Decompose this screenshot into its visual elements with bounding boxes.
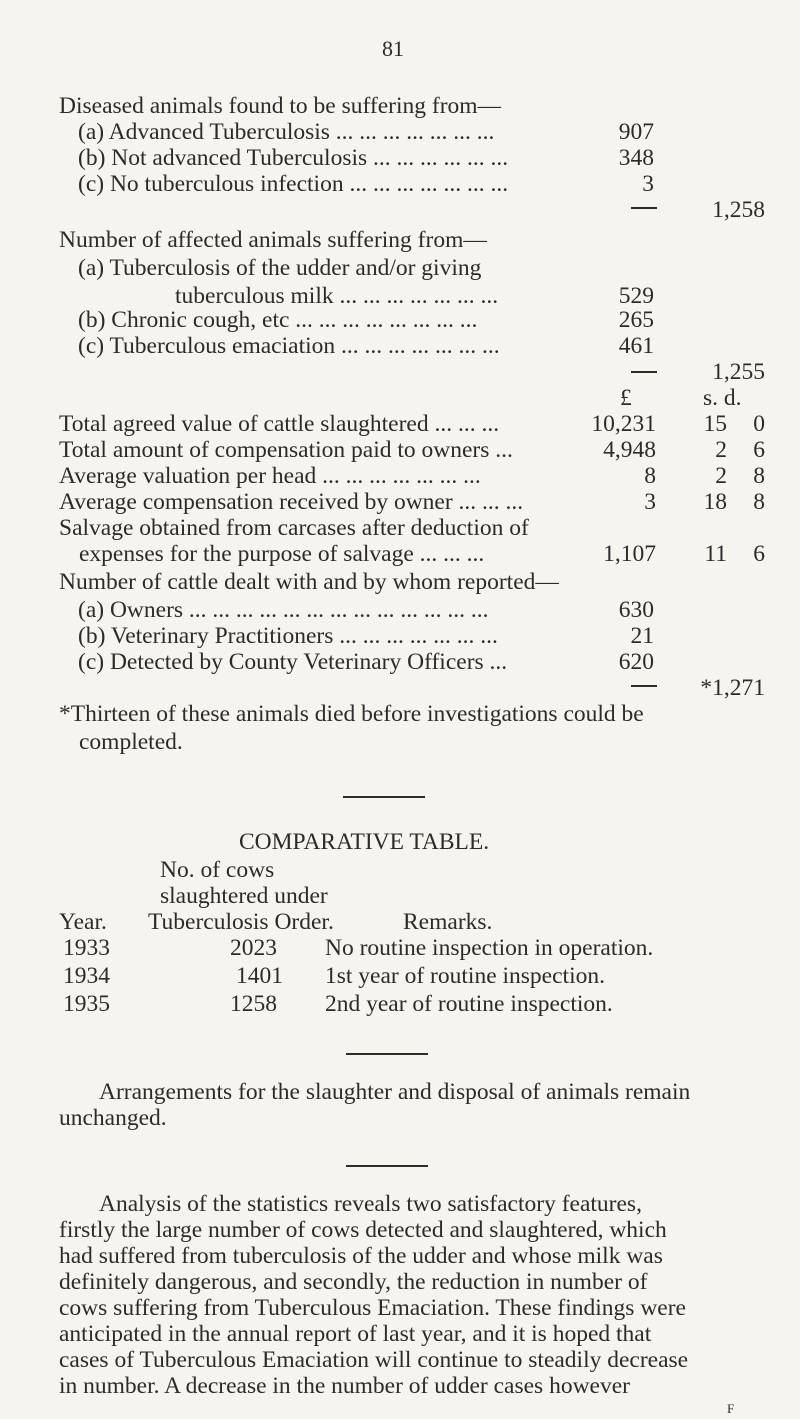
money-pounds: 4,948 [603,437,656,463]
reported-total: *1,271 [700,675,765,701]
table-row-remarks: 1st year of routine inspection. [325,963,605,989]
money-pence: 8 [753,489,765,515]
page-number: 81 [382,36,404,61]
table-row-cows: 1258 [230,991,277,1017]
analysis-line: Analysis of the statistics reveals two satisfactory features, [99,1191,642,1217]
analysis-line: cases of Tuberculous Emaciation will continue to steadily decrease [59,1347,689,1373]
table-row-remarks: 2nd year of routine inspection. [325,991,613,1017]
money-pence: 8 [753,463,765,489]
salvage-pounds: 1,107 [603,541,656,567]
reported-item-c: (c) Detected by County Veterinary Officers ... [78,649,508,675]
subtotal-dash [631,207,657,209]
table-row-cows: 2023 [230,935,277,961]
diseased-value-b: 348 [618,145,654,171]
section-divider [343,796,425,798]
section-divider [346,1165,428,1167]
money-row-label: Average valuation per head ... ... ... ... ... ... ... [59,463,481,489]
affected-value-a: 529 [618,283,654,309]
table-row-cows: 1401 [236,963,283,989]
pounds-header: £ [620,385,632,411]
salvage-line2: expenses for the purpose of salvage ... ... ... [79,541,485,567]
footnote-line1: *Thirteen of these animals died before investigations could be [59,701,644,727]
salvage-shillings: 11 [704,541,727,567]
reported-value-b: 21 [630,623,654,649]
comparative-title: COMPARATIVE TABLE. [239,829,490,855]
money-shillings: 2 [715,437,727,463]
diseased-total: 1,258 [712,197,765,223]
diseased-item-b: (b) Not advanced Tuberculosis ... ... ... ... ... ... [78,145,509,171]
money-row-label: Total amount of compensation paid to owners ... [59,437,513,463]
diseased-value-c: 3 [642,171,654,197]
money-pounds: 3 [644,489,656,515]
money-pounds: 8 [644,463,656,489]
table-row-year: 1933 [63,935,110,961]
analysis-line: firstly the large number of cows detected and slaughtered, which [59,1217,667,1243]
money-row-label: Average compensation received by owner ... ... ... [59,489,524,515]
table-row-year: 1935 [63,991,110,1017]
affected-heading: Number of affected animals suffering from— [59,227,487,253]
sd-header: s. d. [703,385,742,411]
table-row-remarks: No routine inspection in operation. [325,935,654,961]
affected-item-b: (b) Chronic cough, etc ... ... ... ... ... ... ... ... [78,307,478,333]
money-pence: 6 [753,437,765,463]
diseased-item-a: (a) Advanced Tuberculosis ... ... ... ... ... ... ... [78,119,495,145]
cows-header-line1: No. of cows [160,857,275,883]
reported-heading: Number of cattle dealt with and by whom reported— [59,569,559,595]
subtotal-dash [631,685,657,687]
affected-value-b: 265 [618,307,654,333]
cows-header-line2: slaughtered under [160,883,328,909]
section-divider [346,1053,428,1055]
salvage-line1: Salvage obtained from carcases after deduction of [59,515,529,541]
money-pounds: 10,231 [591,411,656,437]
year-header: Year. [59,909,107,935]
remarks-header: Remarks. [403,909,493,935]
table-row-year: 1934 [63,963,110,989]
affected-item-a-line1: (a) Tuberculosis of the udder and/or giving [78,255,482,281]
subtotal-dash [631,371,657,373]
reported-value-c: 620 [618,649,654,675]
arrangements-line1: Arrangements for the slaughter and disposal of animals remain [99,1079,691,1105]
money-pence: 0 [753,411,765,437]
salvage-pence: 6 [753,541,765,567]
affected-item-a-line2: tuberculous milk ... ... ... ... ... ... ... [175,283,499,309]
money-shillings: 2 [715,463,727,489]
affected-total: 1,255 [712,359,765,385]
money-shillings: 18 [703,489,727,515]
money-shillings: 15 [703,411,727,437]
analysis-line: definitely dangerous, and secondly, the reduction in number of [59,1269,648,1295]
analysis-line: in number. A decrease in the number of udder cases however [59,1373,630,1399]
diseased-item-c: (c) No tuberculous infection ... ... ... ... ... ... ... [78,171,509,197]
footnote-line2: completed. [79,729,183,755]
affected-value-c: 461 [618,333,654,359]
cows-header-line3: Tuberculosis Order. [148,909,334,935]
diseased-value-a: 907 [618,119,654,145]
reported-item-a: (a) Owners ... ... ... ... ... ... ... ... ... ... ... ... ... [78,597,489,623]
affected-item-c: (c) Tuberculous emaciation ... ... ... ... ... ... ... [78,333,500,359]
reported-item-b: (b) Veterinary Practitioners ... ... ... ... ... ... ... [78,623,498,649]
money-row-label: Total agreed value of cattle slaughtered ... ... ... [59,411,500,437]
analysis-line: anticipated in the annual report of last year, and it is hoped that [59,1321,652,1347]
analysis-line: cows suffering from Tuberculous Emaciation. These findings were [59,1295,686,1321]
reported-value-a: 630 [618,597,654,623]
analysis-line: had suffered from tuberculosis of the udder and whose milk was [59,1243,663,1269]
arrangements-line2: unchanged. [59,1105,167,1131]
diseased-heading: Diseased animals found to be suffering from— [59,93,502,119]
signature-mark: F [727,1401,735,1416]
